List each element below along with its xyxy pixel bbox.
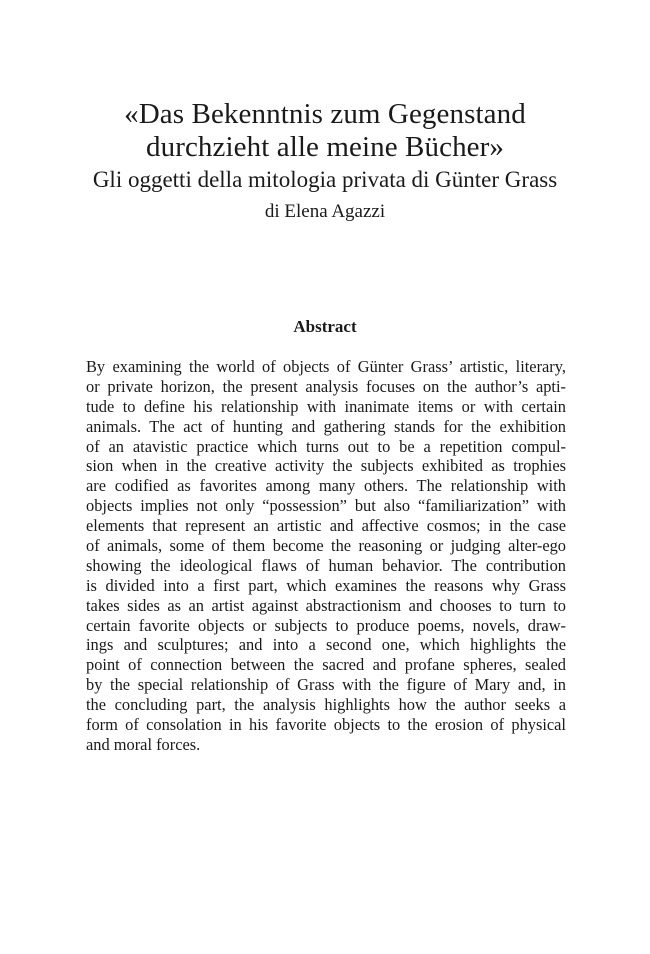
abstract-line: is divided into a first part, which examines the reasons why Grass (86, 575, 566, 595)
paper-title-line-1: «Das Bekenntnis zum Gegenstand (124, 98, 526, 130)
abstract-line: form of consolation in his favorite objects to the erosion of physical (86, 715, 566, 735)
abstract-line: and moral forces. (86, 734, 201, 754)
abstract-line: the concluding part, the analysis highlights how the author seeks a (86, 695, 566, 715)
abstract-line: sion when in the creative activity the subjects exhibited as trophies (86, 456, 566, 476)
paper-title-line-2: durchzieht alle meine Bücher» (146, 131, 504, 163)
abstract-line: By examining the world of objects of Günter Grass’ artistic, literary, (86, 357, 566, 376)
abstract-line: objects implies not only “possession” but also “familiarization” with (86, 496, 566, 516)
abstract-line: elements that represent an artistic and affective cosmos; in the case (86, 516, 566, 536)
abstract-line: by the special relationship of Grass with the figure of Mary and, in (86, 675, 566, 695)
abstract-line: animals. The act of hunting and gathering stands for the exhibition (86, 416, 566, 436)
abstract-line: are codified as favorites among many others. The relationship with (86, 476, 566, 496)
abstract-body (86, 357, 566, 755)
abstract-line: of an atavistic practice which turns out to be a repetition compul- (86, 436, 566, 456)
abstract-line: or private horizon, the present analysis focuses on the author’s apti- (86, 376, 566, 396)
author-byline: di Elena Agazzi (264, 201, 386, 222)
paper-subtitle: Gli oggetti della mitologia privata di Günter Grass (92, 167, 558, 192)
abstract-line: ings and sculptures; and into a second one, which highlights the (86, 635, 566, 655)
title-block (0, 98, 650, 226)
abstract-line: tude to define his relationship with inanimate items or with certain (86, 396, 566, 416)
abstract-line: point of connection between the sacred and profane spheres, sealed (86, 655, 566, 675)
abstract-heading: Abstract (293, 317, 357, 336)
abstract-line: of animals, some of them become the reasoning or judging alter-ego (86, 536, 566, 556)
abstract-line: certain favorite objects or subjects to produce poems, novels, draw- (86, 615, 566, 635)
abstract-line: takes sides as an artist against abstractionism and chooses to turn to (86, 595, 566, 615)
abstract-line: showing the ideological flaws of human behavior. The contribution (86, 555, 566, 575)
